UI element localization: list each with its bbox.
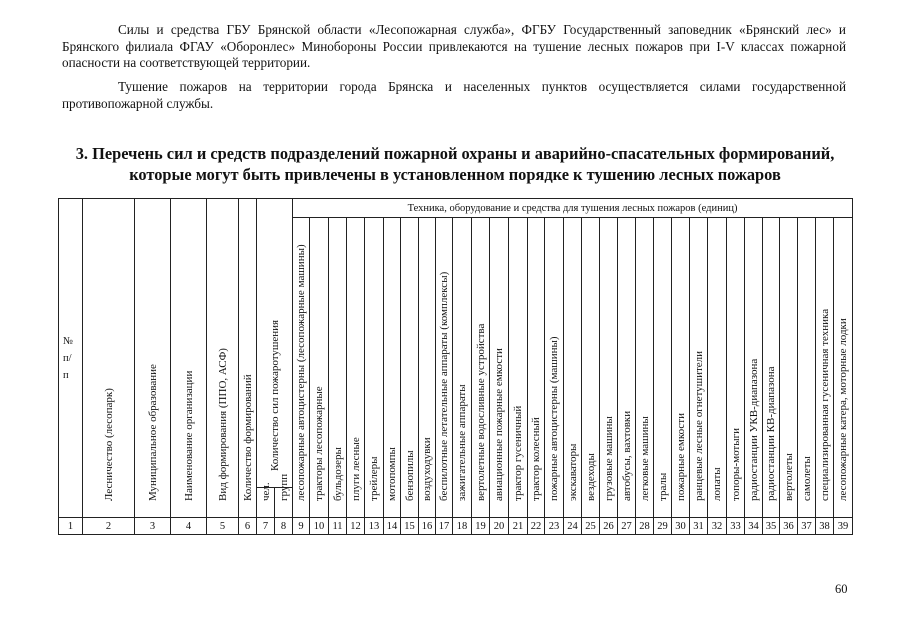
col-equipment-header <box>636 218 654 518</box>
header-row-1 <box>59 199 853 218</box>
col-formation-type-label: Вид формирования (ППО, АСФ) <box>216 348 229 501</box>
col-equipment-header <box>509 218 528 518</box>
column-number-cell: 36 <box>780 518 798 535</box>
column-number-cell: 2 <box>83 518 135 535</box>
col-equipment-header <box>745 218 763 518</box>
col-equipment-header <box>545 218 564 518</box>
col-forestry-header <box>83 199 135 518</box>
col-equipment-label: экскаваторы <box>566 443 579 501</box>
column-number-cell: 26 <box>600 518 618 535</box>
col-equipment-label: лесопожарные катера, моторные лодки <box>837 318 849 501</box>
col-equipment-header <box>798 218 816 518</box>
column-number-cell: 32 <box>708 518 727 535</box>
column-number-cell: 17 <box>436 518 453 535</box>
col-equipment-label: лесопожарные автоцистерны (лесопожарные машины) <box>295 244 307 501</box>
col-equipment-header <box>419 218 436 518</box>
column-number-cell: 22 <box>528 518 545 535</box>
col-formation-count-label: Количество формирований <box>241 374 254 501</box>
col-equipment-header <box>582 218 600 518</box>
column-number-cell: 5 <box>207 518 239 535</box>
col-equipment-header <box>708 218 727 518</box>
col-equipment-label: ранцевые лесные огнетушители <box>692 350 705 501</box>
column-number-cell: 23 <box>545 518 564 535</box>
col-equipment-label: трейлеры <box>368 456 380 501</box>
col-equipment-header <box>472 218 490 518</box>
page-number: 60 <box>835 582 848 596</box>
col-equipment-header <box>436 218 453 518</box>
col-equipment-label: авиационные пожарные емкости <box>493 348 505 501</box>
column-number-cell: 31 <box>690 518 708 535</box>
col-equipment-header <box>401 218 419 518</box>
column-numbers-row <box>59 518 853 535</box>
column-number-cell: 35 <box>763 518 780 535</box>
col-equipment-header <box>453 218 472 518</box>
column-number-cell: 9 <box>293 518 310 535</box>
col-equipment-label: лопаты <box>711 467 723 501</box>
col-equipment-header <box>310 218 329 518</box>
col-people-header <box>257 482 275 518</box>
col-equipment-label: радиостанции УКВ-диапазона <box>747 358 760 501</box>
col-equipment-label: пожарные автоцистерны (машины) <box>548 336 560 501</box>
col-equipment-header <box>347 218 365 518</box>
col-equipment-header <box>293 218 310 518</box>
col-equipment-label: беспилотные летательные аппараты (комплексы) <box>438 271 450 501</box>
column-number-cell: 34 <box>745 518 763 535</box>
column-number-cell: 16 <box>419 518 436 535</box>
col-organization-header <box>171 199 207 518</box>
paragraph-forces: Силы и средства ГБУ Брянской области «Лесопожарная служба», ФГБУ Государственный заповедник «Брянский лес» и Брянского филиала ФГАУ «Оборонлес» Минобороны России привлекаются на тушение лесных пожаров при I-V классах пожарной опасности на соответствующей территории. <box>62 22 846 70</box>
col-equipment-header <box>384 218 401 518</box>
col-equipment-label: грузовые машины <box>602 416 615 501</box>
forces-table <box>58 198 853 535</box>
col-formation-type-header <box>207 199 239 518</box>
col-equipment-label: вертолеты <box>782 453 795 501</box>
column-number-cell: 1 <box>59 518 83 535</box>
col-equipment-label: трактор колесный <box>530 417 542 501</box>
column-number-cell: 7 <box>257 518 275 535</box>
column-number-cell: 4 <box>171 518 207 535</box>
column-number-cell: 24 <box>564 518 582 535</box>
column-number-cell: 10 <box>310 518 329 535</box>
col-equipment-header <box>329 218 347 518</box>
column-number-cell: 39 <box>834 518 853 535</box>
col-groups-label: групп <box>277 473 290 501</box>
col-municipality-header <box>135 199 171 518</box>
paragraph-city: Тушение пожаров на территории города Брянска и населенных пунктов осуществляется силами государственной противопожарной службы. <box>62 79 846 111</box>
col-equipment-label: вездеходы <box>584 453 597 501</box>
col-equipment-label: тракторы лесопожарные <box>313 386 325 501</box>
col-personnel-label: Количество сил пожаротушения <box>268 319 281 471</box>
col-equipment-header <box>618 218 636 518</box>
col-equipment-header <box>600 218 618 518</box>
col-equipment-header <box>780 218 798 518</box>
col-equipment-label: легковые машины <box>638 416 651 501</box>
col-equipment-header <box>672 218 690 518</box>
col-equipment-header <box>564 218 582 518</box>
column-number-cell: 30 <box>672 518 690 535</box>
col-equipment-label: мотопомпы <box>386 447 398 501</box>
col-equipment-header <box>654 218 672 518</box>
col-equipment-label: трактор гусеничный <box>512 405 524 501</box>
column-number-cell: 6 <box>239 518 257 535</box>
col-equipment-header <box>834 218 853 518</box>
column-number-cell: 27 <box>618 518 636 535</box>
col-equipment-label: топоры-мотыги <box>729 427 742 501</box>
column-number-cell: 12 <box>347 518 365 535</box>
column-number-cell: 14 <box>384 518 401 535</box>
col-number-label: № п/ п <box>63 335 74 381</box>
col-equipment-header <box>727 218 745 518</box>
col-formation-count-header <box>239 199 257 518</box>
col-equipment-label: бульдозеры <box>331 447 344 501</box>
equipment-group-header: Техника, оборудование и средства для тушения лесных пожаров (единиц) <box>293 199 853 218</box>
column-number-cell: 25 <box>582 518 600 535</box>
column-number-cell: 33 <box>727 518 745 535</box>
col-equipment-header <box>490 218 509 518</box>
col-equipment-label: вертолетные водосливные устройства <box>474 323 487 501</box>
column-number-cell: 29 <box>654 518 672 535</box>
col-equipment-label: самолеты <box>800 456 813 501</box>
col-equipment-header <box>816 218 834 518</box>
column-number-cell: 13 <box>365 518 384 535</box>
col-equipment-label: тралы <box>656 472 669 501</box>
col-municipality-label: Муниципальное образование <box>146 364 159 501</box>
section-heading: 3. Перечень сил и средств подразделений пожарной охраны и аварийно-спасательных формирований, которые могут быть привлечены в установленном порядке к тушению лесных пожаров <box>75 144 835 184</box>
col-equipment-header <box>365 218 384 518</box>
col-groups-header <box>275 473 293 518</box>
column-number-cell: 20 <box>490 518 509 535</box>
col-people-label: чел. <box>259 482 272 501</box>
col-number-header <box>59 199 83 518</box>
col-equipment-label: плуги лесные <box>349 437 362 501</box>
column-number-cell: 38 <box>816 518 834 535</box>
col-equipment-label: бензопилы <box>403 450 416 501</box>
col-equipment-label: пожарные емкости <box>674 413 687 501</box>
col-personnel-header <box>257 199 293 488</box>
column-number-cell: 11 <box>329 518 347 535</box>
column-number-cell: 15 <box>401 518 419 535</box>
column-number-cell: 19 <box>472 518 490 535</box>
column-number-cell: 8 <box>275 518 293 535</box>
col-equipment-header <box>528 218 545 518</box>
col-equipment-label: зажигательные аппараты <box>456 384 468 501</box>
column-number-cell: 18 <box>453 518 472 535</box>
column-number-cell: 3 <box>135 518 171 535</box>
column-number-cell: 21 <box>509 518 528 535</box>
col-forestry-label: Лесничество (лесопарк) <box>102 388 115 501</box>
column-number-cell: 37 <box>798 518 816 535</box>
column-number-cell: 28 <box>636 518 654 535</box>
col-equipment-label: радиостанции КВ-диапазона <box>765 366 777 501</box>
col-equipment-label: воздуходувки <box>421 437 433 501</box>
col-equipment-label: автобусы, вахтовки <box>620 410 633 501</box>
col-equipment-header <box>763 218 780 518</box>
col-equipment-header <box>690 218 708 518</box>
col-equipment-label: специализированная гусеничная техника <box>818 308 831 501</box>
col-organization-label: Наименование организации <box>182 370 195 501</box>
